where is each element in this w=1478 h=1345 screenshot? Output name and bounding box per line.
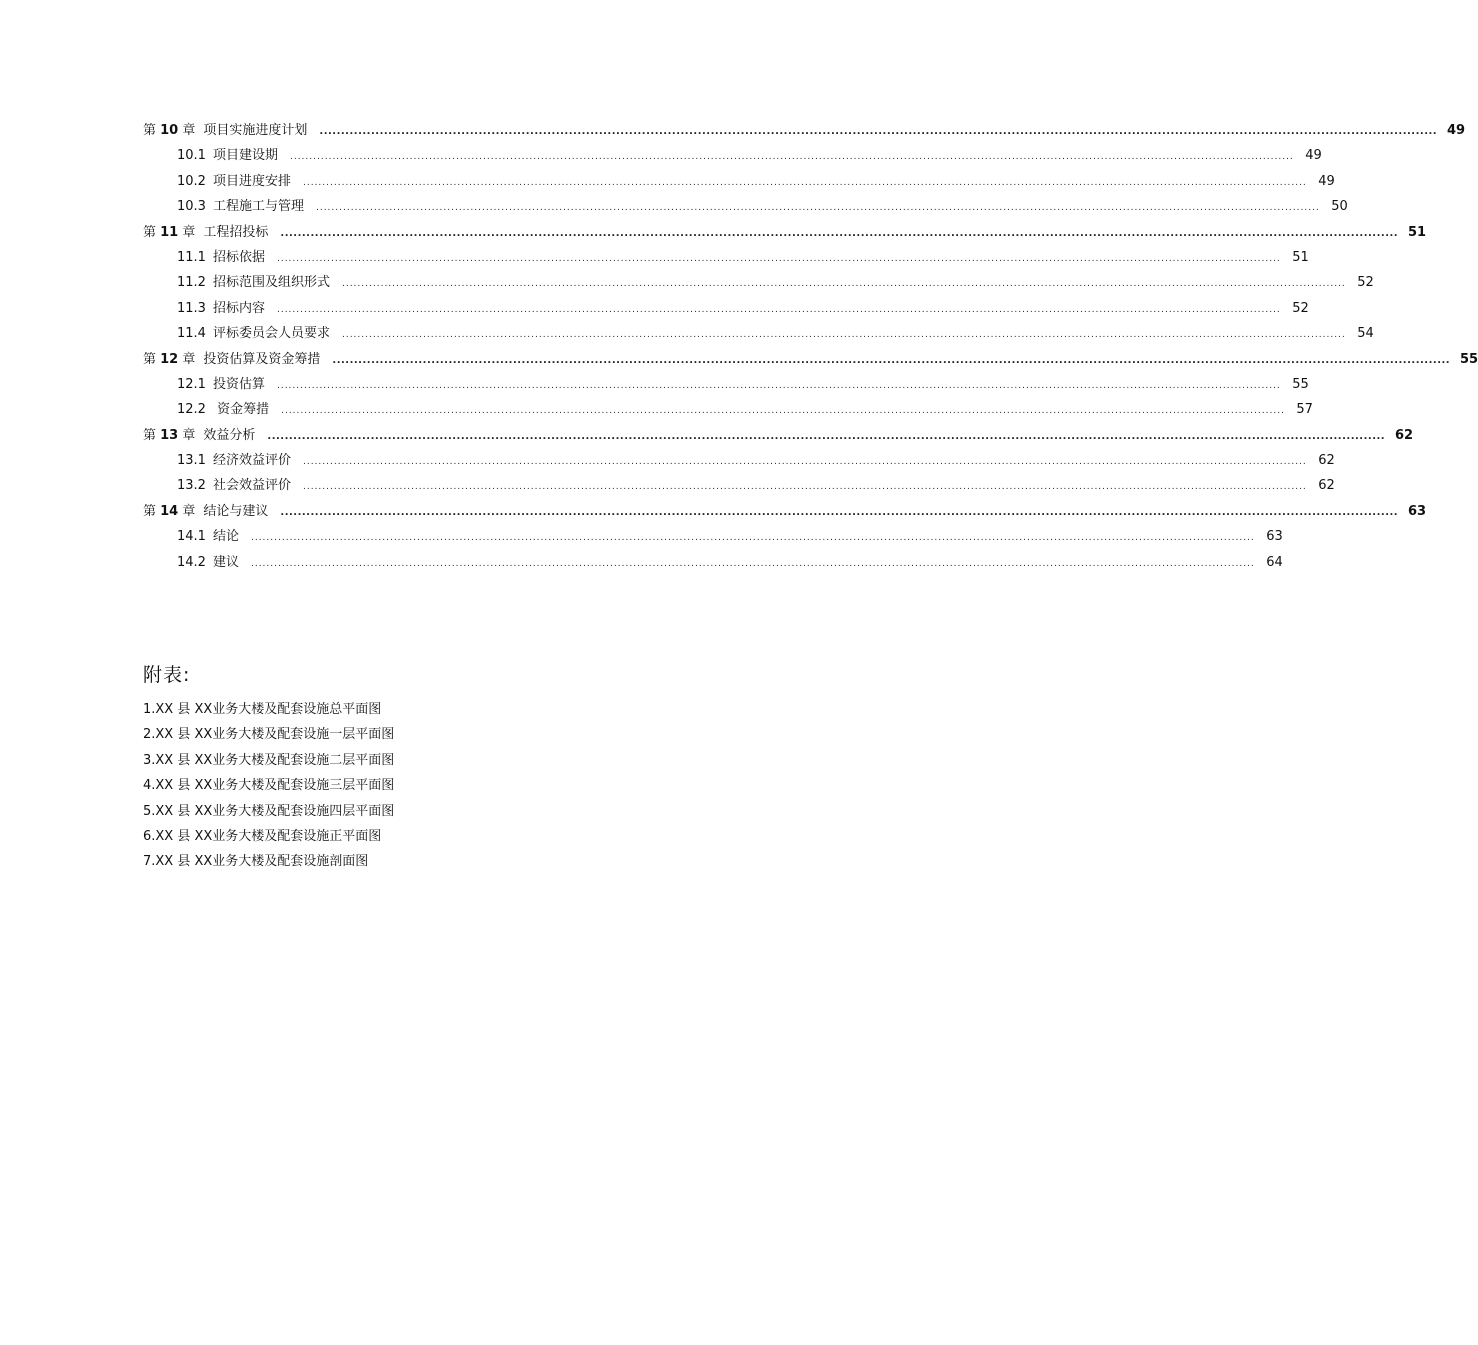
section-number: 12.2: [177, 402, 206, 418]
page-number: 52: [1357, 275, 1374, 291]
dot-leader: ....................................................................................................................................................................................................................................................................: [289, 152, 1294, 163]
chapter-title: 效益分析: [203, 427, 256, 443]
page-number: 57: [1296, 402, 1313, 418]
appendix-title: 附表:: [143, 664, 191, 686]
toc-chapter-10[interactable]: [143, 118, 1466, 143]
section-number: 10.1: [177, 148, 206, 164]
appendix-item: 4.XX 县 XX业务大楼及配套设施三层平面图: [143, 778, 395, 794]
section-title: 建议: [212, 554, 239, 570]
section-title: 项目建设期: [212, 148, 278, 164]
dot-leader: ....................................................................................................................................................................................................................................................................: [341, 279, 1346, 290]
toc-chapter-13[interactable]: [143, 423, 1414, 448]
toc-section-11-4[interactable]: [143, 321, 1374, 346]
page-number: 63: [1266, 529, 1283, 545]
dot-leader: ....................................................................................................................................................................................................................................................................: [302, 482, 1307, 493]
appendix-item: 3.XX 县 XX业务大楼及配套设施二层平面图: [143, 752, 395, 768]
page-number: 51: [1408, 224, 1427, 240]
chapter-title: 投资估算及资金筹措: [203, 351, 321, 367]
section-number: 12.1: [177, 376, 206, 392]
toc-chapter-12[interactable]: [143, 347, 1478, 372]
section-number: 14.1: [177, 529, 206, 545]
page-number: 52: [1292, 300, 1309, 316]
toc-section-13-1[interactable]: [143, 448, 1335, 473]
section-number: 11.1: [177, 249, 206, 265]
page-number: 63: [1408, 503, 1427, 519]
section-number: 13.2: [177, 478, 206, 494]
section-number: 11.3: [177, 300, 206, 316]
toc-section-12-2[interactable]: [143, 397, 1313, 422]
dot-leader: ....................................................................................................................................................................................................................................................................: [302, 177, 1307, 188]
toc-section-14-1[interactable]: [143, 524, 1283, 549]
chapter-number: 第 12 章: [143, 351, 196, 367]
page-number: 54: [1357, 326, 1374, 342]
toc-section-10-2[interactable]: [143, 169, 1335, 194]
dot-leader: ....................................................................................................................................................................................................................................................................: [267, 430, 1386, 442]
dot-leader: ....................................................................................................................................................................................................................................................................: [281, 406, 1285, 417]
toc-chapter-14[interactable]: [143, 499, 1427, 524]
toc-section-11-1[interactable]: [143, 245, 1309, 270]
dot-leader: ....................................................................................................................................................................................................................................................................: [280, 506, 1399, 518]
section-number: 11.2: [177, 275, 206, 291]
dot-leader: ....................................................................................................................................................................................................................................................................: [250, 558, 1255, 569]
section-title: 招标依据: [212, 249, 265, 265]
page-number: 49: [1318, 173, 1335, 189]
section-title: 招标内容: [212, 300, 265, 316]
dot-leader: ....................................................................................................................................................................................................................................................................: [332, 354, 1451, 366]
page-number: 62: [1395, 427, 1414, 443]
appendix-item: 1.XX 县 XX业务大楼及配套设施总平面图: [143, 702, 382, 717]
dot-leader: ....................................................................................................................................................................................................................................................................: [276, 304, 1281, 315]
appendix-item: 5.XX 县 XX业务大楼及配套设施四层平面图: [143, 803, 395, 819]
section-number: 10.3: [177, 199, 206, 215]
section-number: 11.4: [177, 326, 206, 342]
section-title: 项目进度安排: [212, 173, 291, 189]
page-number: 49: [1447, 123, 1466, 138]
dot-leader: ....................................................................................................................................................................................................................................................................: [315, 203, 1320, 214]
section-title: 经济效益评价: [212, 453, 291, 469]
section-title: 资金筹措: [212, 402, 270, 418]
page-number: 64: [1266, 554, 1283, 570]
toc-section-11-2[interactable]: [143, 270, 1374, 295]
dot-leader: ....................................................................................................................................................................................................................................................................: [276, 380, 1281, 391]
section-title: 招标范围及组织形式: [212, 275, 330, 291]
toc-section-11-3[interactable]: [143, 296, 1309, 321]
page-number: 51: [1292, 249, 1309, 265]
chapter-number: 第 14 章: [143, 503, 196, 519]
dot-leader: ....................................................................................................................................................................................................................................................................: [280, 227, 1399, 239]
page-number: 55: [1460, 351, 1478, 367]
page-number: 50: [1331, 199, 1348, 215]
page-number: 49: [1305, 148, 1322, 164]
chapter-title: 工程招投标: [203, 224, 269, 240]
section-title: 投资估算: [212, 376, 265, 392]
section-number: 13.1: [177, 453, 206, 469]
table-of-contents: [143, 118, 1478, 575]
dot-leader: ....................................................................................................................................................................................................................................................................: [302, 457, 1307, 468]
chapter-number: 第 10 章: [143, 123, 196, 138]
section-title: 工程施工与管理: [212, 199, 304, 215]
toc-section-10-1[interactable]: [143, 143, 1322, 168]
section-title: 社会效益评价: [212, 478, 291, 494]
dot-leader: ....................................................................................................................................................................................................................................................................: [319, 126, 1438, 137]
section-number: 10.2: [177, 173, 206, 189]
appendix-item: 2.XX 县 XX业务大楼及配套设施一层平面图: [143, 727, 395, 743]
toc-section-13-2[interactable]: [143, 473, 1335, 498]
section-title: 评标委员会人员要求: [212, 326, 330, 342]
toc-section-14-2[interactable]: [143, 550, 1283, 575]
page-number: 62: [1318, 478, 1335, 494]
dot-leader: ....................................................................................................................................................................................................................................................................: [341, 330, 1346, 341]
dot-leader: ....................................................................................................................................................................................................................................................................: [276, 253, 1281, 264]
section-number: 14.2: [177, 554, 206, 570]
chapter-number: 第 13 章: [143, 427, 196, 443]
section-title: 结论: [212, 529, 239, 545]
toc-chapter-11[interactable]: [143, 220, 1427, 245]
page-number: 62: [1318, 453, 1335, 469]
toc-section-10-3[interactable]: [143, 194, 1348, 219]
page-number: 55: [1292, 376, 1309, 392]
chapter-title: 结论与建议: [203, 503, 269, 519]
appendix-item: 6.XX 县 XX业务大楼及配套设施正平面图: [143, 828, 382, 844]
chapter-number: 第 11 章: [143, 224, 196, 240]
appendix-item: 7.XX 县 XX业务大楼及配套设施剖面图: [143, 854, 369, 870]
chapter-title: 项目实施进度计划: [203, 123, 308, 138]
appendix-section: [143, 660, 394, 875]
dot-leader: ....................................................................................................................................................................................................................................................................: [250, 533, 1255, 544]
toc-section-12-1[interactable]: [143, 372, 1309, 397]
